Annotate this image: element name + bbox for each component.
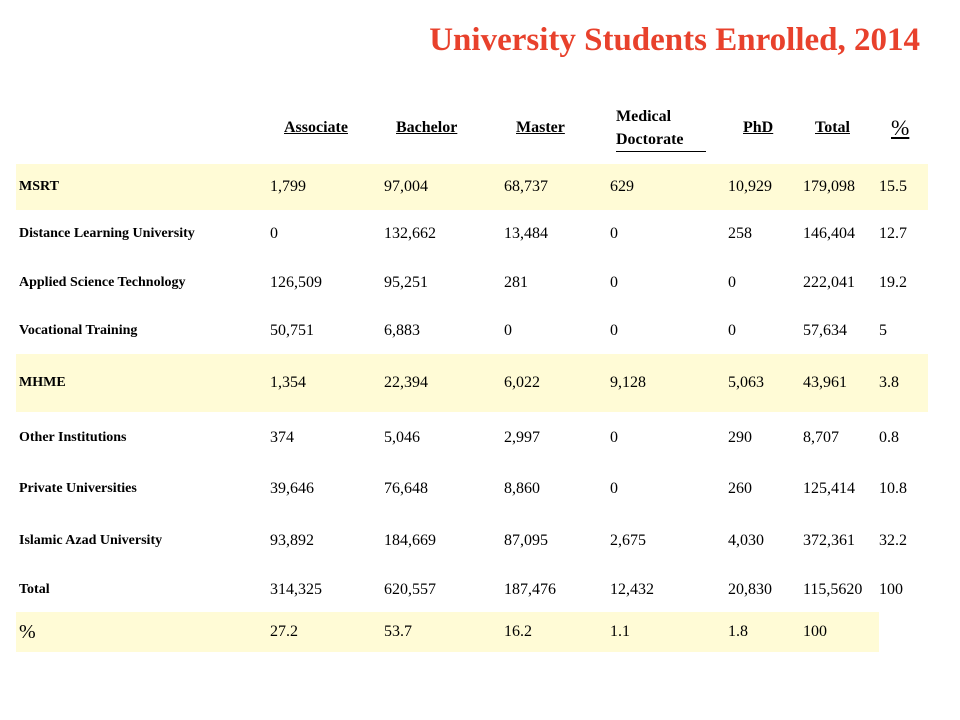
table-cell: 22,394 [384, 354, 504, 412]
table-cell: 0 [728, 322, 736, 339]
table-cell: 132,662 [384, 225, 436, 242]
table-cell: 0 [610, 225, 618, 242]
header-percent: % [891, 115, 910, 140]
table-cell: 0 [504, 322, 512, 339]
table-cell: 258 [728, 225, 752, 242]
table-cell: 2,675 [610, 532, 646, 549]
table-cell: 1.1 [610, 612, 728, 652]
table-row [16, 354, 928, 412]
table-cell: 16.2 [504, 612, 610, 652]
page-title: University Students Enrolled, 2014 [429, 22, 920, 58]
table-cell: 15.5 [879, 164, 928, 210]
header-associate: Associate [284, 119, 348, 136]
table-cell: 87,095 [504, 532, 548, 549]
table-cell: 2,997 [504, 429, 540, 446]
table-row [16, 308, 928, 354]
table-cell: 6,022 [504, 354, 610, 412]
table-cell: 146,404 [803, 225, 855, 242]
table-cell: 179,098 [803, 164, 879, 210]
table-cell: 1.8 [728, 612, 803, 652]
header-row [16, 92, 928, 164]
table-cell: 9,128 [610, 354, 728, 412]
table-cell: 32.2 [879, 532, 907, 549]
table-cell: 20,830 [728, 581, 772, 598]
row-label: Other Institutions [19, 430, 127, 445]
table-row [16, 514, 928, 568]
table-cell: 50,751 [270, 322, 314, 339]
table-row [16, 258, 928, 308]
table-cell: 97,004 [384, 164, 504, 210]
table-row [16, 612, 928, 652]
table-cell: 5,063 [728, 354, 803, 412]
table-cell: 95,251 [384, 274, 428, 291]
table-cell: 0 [610, 429, 618, 446]
table-cell: 68,737 [504, 164, 610, 210]
table-cell: 0 [728, 274, 736, 291]
table-cell: 12.7 [879, 225, 907, 242]
table-cell: 629 [610, 164, 728, 210]
table-cell: 76,648 [384, 480, 428, 497]
table-cell: 13,484 [504, 225, 548, 242]
header-phd: PhD [743, 119, 774, 136]
table-cell: 0 [610, 322, 618, 339]
table-cell: 5 [879, 322, 887, 339]
table-cell: 374 [270, 429, 294, 446]
row-label: Private Universities [19, 481, 137, 496]
table-cell: 184,669 [384, 532, 436, 549]
row-label: Applied Science Technology [19, 275, 186, 290]
enrollment-table [16, 92, 928, 652]
row-label: % [16, 612, 270, 652]
table-cell: 314,325 [270, 581, 322, 598]
table-cell: 0 [270, 225, 278, 242]
header-medical-doctorate: Medical Doctorate [610, 92, 728, 164]
table-cell: 281 [504, 274, 528, 291]
table-cell: 19.2 [879, 274, 907, 291]
table-cell: 222,041 [803, 274, 855, 291]
table-cell: 27.2 [270, 612, 384, 652]
table-cell: 4,030 [728, 532, 764, 549]
table-cell: 620,557 [384, 581, 436, 598]
table-cell: 187,476 [504, 581, 556, 598]
table-cell: 0.8 [879, 429, 899, 446]
table-cell: 1,799 [270, 164, 384, 210]
table-cell: 43,961 [803, 354, 879, 412]
table-row [16, 164, 928, 210]
table-cell: 10.8 [879, 480, 907, 497]
table-cell: 53.7 [384, 612, 504, 652]
header-total: Total [815, 119, 850, 136]
header-corner [16, 92, 270, 164]
header-master: Master [516, 119, 565, 136]
table-cell: 5,046 [384, 429, 420, 446]
row-label: Islamic Azad University [19, 533, 163, 548]
table-cell: 10,929 [728, 164, 803, 210]
table-cell: 126,509 [270, 274, 322, 291]
table-row [16, 412, 928, 464]
table-cell: 3.8 [879, 354, 928, 412]
table-row [16, 210, 928, 258]
row-label: MSRT [16, 164, 270, 210]
row-label: MHME [16, 354, 270, 412]
table-cell: 372,361 [803, 532, 855, 549]
table-cell: 39,646 [270, 480, 314, 497]
row-label: Vocational Training [19, 323, 138, 338]
table-row [16, 568, 928, 612]
table-cell: 0 [610, 480, 618, 497]
row-label: Distance Learning University [19, 226, 195, 241]
table-cell: 260 [728, 480, 752, 497]
table-cell: 8,860 [504, 480, 540, 497]
row-label: Total [19, 582, 50, 597]
table-row [16, 464, 928, 514]
table-cell: 290 [728, 429, 752, 446]
table-cell: 1,354 [270, 354, 384, 412]
header-bachelor: Bachelor [396, 119, 458, 136]
table-cell: 100 [879, 581, 903, 598]
table-cell [879, 612, 928, 652]
table-cell: 12,432 [610, 581, 654, 598]
table-cell: 125,414 [803, 480, 855, 497]
table-cell: 6,883 [384, 322, 420, 339]
table-cell: 115,5620 [803, 581, 863, 598]
table-cell: 8,707 [803, 429, 839, 446]
table-cell: 57,634 [803, 322, 847, 339]
table-cell: 0 [610, 274, 618, 291]
table-cell: 93,892 [270, 532, 314, 549]
table-cell: 100 [803, 612, 879, 652]
